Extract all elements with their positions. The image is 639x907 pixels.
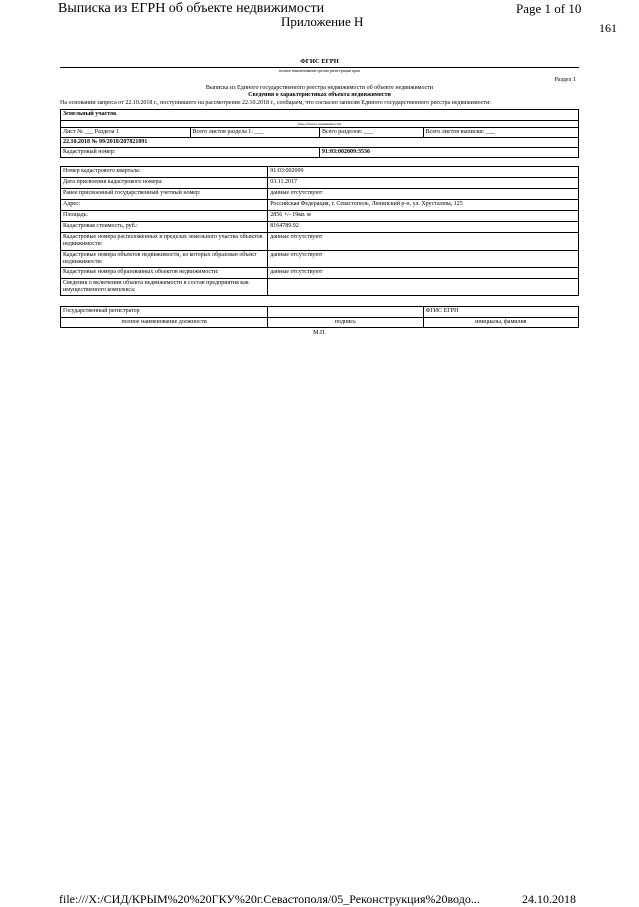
property-label: Площадь: (61, 211, 268, 222)
object-type: Земельный участок (61, 110, 579, 120)
organization-caption: полное наименование органа регистрации прав (279, 67, 360, 73)
property-row (61, 222, 579, 233)
basis-text: На основании запроса от 22.10.2018 г., поступившего на рассмотрение 22.10.2018 г., сообщаем, что согласно записям Единого государственного реестра недвижимости: (60, 100, 491, 107)
property-row (61, 178, 579, 189)
property-row (61, 233, 579, 250)
property-row (61, 268, 579, 279)
property-label: Адрес: (61, 200, 268, 211)
appendix-label: Приложение Н (281, 14, 364, 29)
extract-title: Выписка из Единого государственного реестра недвижимости об объекте недвижимости (205, 84, 434, 91)
property-value: данные отсутствуют (268, 233, 579, 250)
property-row (61, 167, 579, 178)
property-value: 91:03:002009 (268, 167, 579, 178)
section-sheets: Всего листов раздела 1: ___ (190, 127, 320, 137)
registrar-position: Государственный регистратор (61, 307, 268, 317)
object-type-caption: (вид объекта недвижимости) (61, 120, 579, 127)
property-value: Российская Федерация, г. Севастополь, Ленинский р-н, ул. Хрусталева, 125 (268, 200, 579, 211)
property-value: данные отсутствуют (268, 268, 579, 279)
cadastral-value: 91:03:002009:3536 (320, 148, 579, 158)
registrar-name: ФГИС ЕГРН (423, 307, 578, 317)
property-value: 2856 +/- 19кв. м (268, 211, 579, 222)
property-value: данные отсутствуют (268, 189, 579, 200)
property-row (61, 189, 579, 200)
date-number: 22.10.2018 № 99/2018/207821091 (61, 137, 579, 147)
info-title: Сведения о характеристиках объекта недвижимости (248, 91, 391, 98)
property-label: Ранее присвоенный государственный учетный номер: (61, 189, 268, 200)
property-label: Кадастровые номера объектов недвижимости, из которых образован объект недвижимости: (61, 250, 268, 267)
property-row (61, 200, 579, 211)
signature-table (60, 306, 579, 327)
sheet-number: 161 (599, 21, 617, 35)
signature-caption: подпись (268, 317, 423, 327)
property-label: Кадастровые номера расположенных в пределах земельного участка объектов недвижимости: (61, 233, 268, 250)
property-row (61, 279, 579, 296)
page-counter: Page 1 of 10 (516, 1, 582, 16)
organization-name: ФГИС ЕГРН (300, 58, 339, 65)
property-label: Номер кадастрового квартала: (61, 167, 268, 178)
cadastral-label: Кадастровый номер: (61, 148, 320, 158)
stamp-mark: М.П. (313, 329, 326, 336)
property-label: Кадастровая стоимость, руб.: (61, 222, 268, 233)
sheet-no: Лист № ___ Раздела 1 (61, 127, 191, 137)
name-caption: инициалы, фамилия (423, 317, 578, 327)
total-sheets: Всего листов выписки: ___ (423, 127, 578, 137)
property-value: данные отсутствуют (268, 250, 579, 267)
extract-document (60, 58, 579, 337)
property-row (61, 250, 579, 267)
file-path: file:///X:/СИД/КРЫМ%20%20ГКУ%20г.Севастополя/05_Реконструкция%20водо... (59, 892, 480, 906)
document-title: Выписка из ЕГРН об объекте недвижимости (58, 1, 325, 16)
position-caption: полное наименование должности (61, 317, 268, 327)
total-sections: Всего разделов: ___ (320, 127, 424, 137)
object-header-table (60, 109, 579, 158)
signature-field (268, 307, 423, 317)
property-label: Сведения о включении объекта недвижимости в состав предприятия как имущественного комплекса: (61, 279, 268, 296)
properties-table (60, 166, 579, 296)
property-value: 03.11.2017 (268, 178, 579, 189)
property-label: Дата присвоения кадастрового номера: (61, 178, 268, 189)
print-date: 24.10.2018 (522, 892, 576, 906)
section-label: Раздел 1 (554, 76, 576, 83)
property-label: Кадастровые номера образованных объектов недвижимости: (61, 268, 268, 279)
property-row (61, 211, 579, 222)
property-value: 8164789.92 (268, 222, 579, 233)
property-value (268, 279, 579, 296)
